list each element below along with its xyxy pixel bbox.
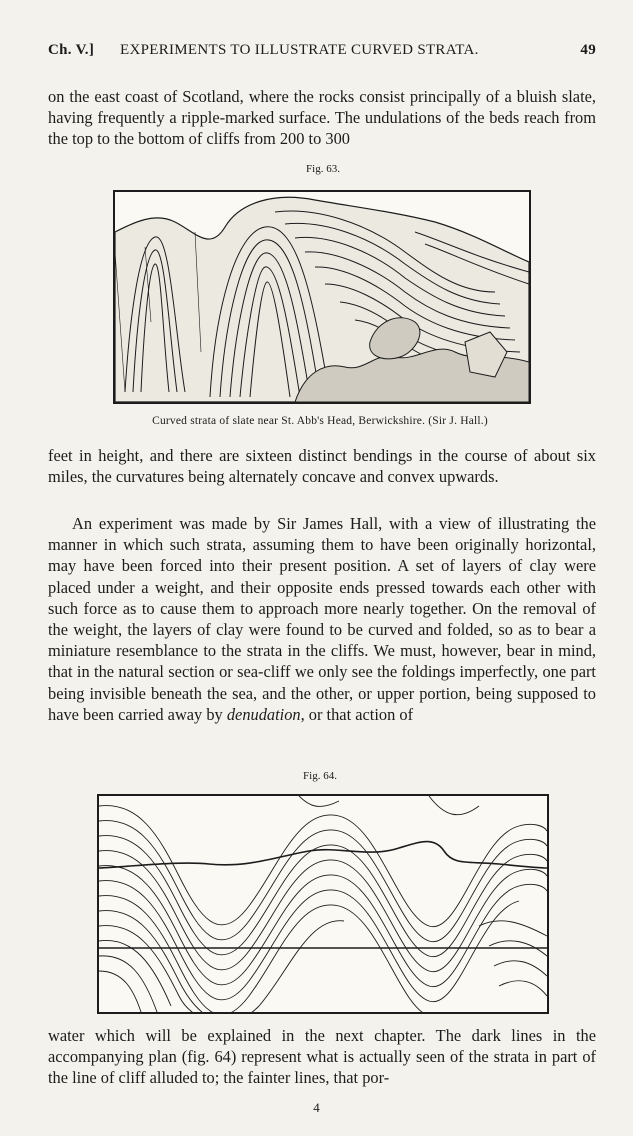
page-number: 49 — [580, 42, 596, 58]
strata-plan-drawing — [99, 796, 547, 1012]
paragraph-1 — [48, 86, 596, 150]
chapter-label: Ch. V.] — [48, 42, 95, 58]
emphasis-denudation: denudation — [226, 704, 301, 724]
paragraph-1-text: on the east coast of Scotland, where the rocks consist principally of a bluish slate, having frequently a ripple-marked surface. The undulations of the beds reach from the top to the bottom of cliffs from 200 to 300 — [48, 87, 596, 149]
signature-mark: 4 — [313, 1100, 320, 1115]
fig-63-illustration — [113, 190, 531, 404]
fig-64-label: Fig. 64. — [303, 770, 337, 782]
fig-64-illustration — [97, 794, 549, 1014]
curved-strata-cliff-drawing — [115, 192, 529, 402]
paragraph-4 — [48, 1025, 596, 1089]
paragraph-2 — [48, 445, 596, 487]
fig-63-caption: Curved strata of slate near St. Abb's Head, Berwickshire. (Sir J. Hall.) — [152, 415, 488, 427]
paragraph-3-end: , or that action of — [300, 704, 414, 724]
paragraph-3-text — [48, 513, 596, 725]
fig-63-label: Fig. 63. — [306, 163, 340, 175]
running-title: EXPERIMENTS TO ILLUSTRATE CURVED STRATA. — [120, 42, 479, 58]
paragraph-3 — [48, 513, 596, 725]
paragraph-4-text: water which will be explained in the next chapter. The dark lines in the accompanying plan (fig. 64) represent what is actually seen of the strata in part of the line of cliff alluded to; the fainter lines, that por- — [48, 1026, 596, 1088]
paragraph-2-text: feet in height, and there are sixteen distinct bendings in the course of about six miles, the curvatures being alternately concave and convex upwards. — [48, 446, 596, 487]
paragraph-3-start: An experiment was made by Sir James Hall, with a view of illustrating the manner in which such strata, assuming them to have been originally horizontal, may have been forced into their present position. A set of layers of clay were placed under a weight, and their opposite ends pressed towards each other with such force as to cause them to approach more nearly together. On the removal of the weight, the layers of clay were found to be curved and folded, so as to bear a miniature resemblance to the strata in the cliffs. We must, however, bear in mind, that in the natural section or sea-cliff we only see the foldings imperfectly, one part being invisible beneath the sea, and the other, or upper portion, being supposed to have been carried away by — [48, 514, 596, 724]
